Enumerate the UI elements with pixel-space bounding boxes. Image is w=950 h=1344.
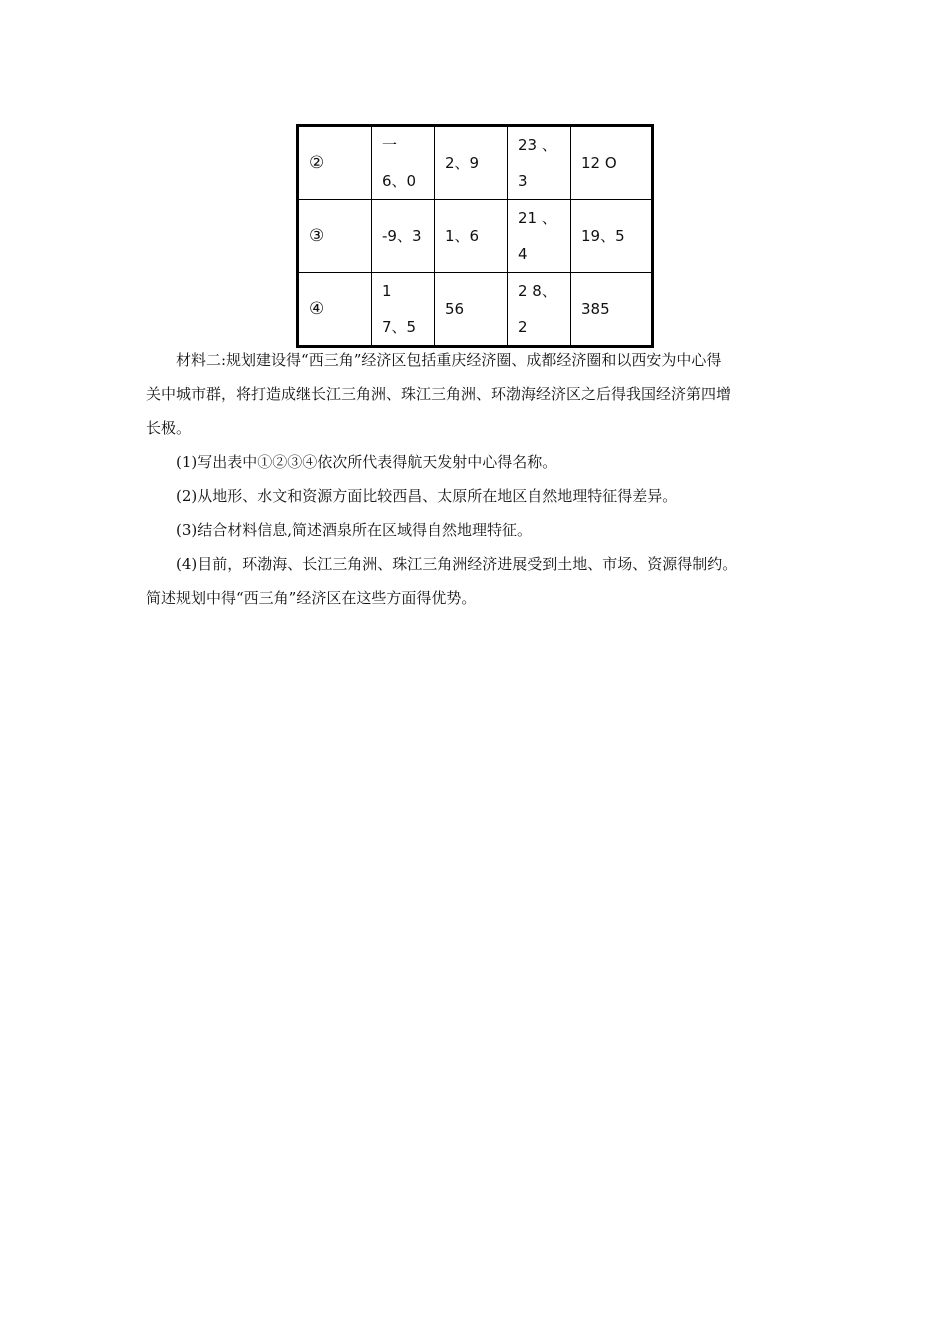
cell-line: 3	[518, 172, 528, 190]
table-cell	[372, 273, 435, 347]
table-cell	[372, 126, 435, 200]
cell-line: 23 、	[518, 136, 557, 154]
cell-line: 6、0	[382, 172, 417, 190]
table-cell: 12 O	[571, 126, 653, 200]
table-cell	[508, 126, 571, 200]
cell-line: 1	[382, 282, 392, 300]
row-id: ③	[298, 200, 372, 273]
material-two-line: 关中城市群，将打造成继长江三角洲、珠江三角洲、环渤海经济区之后得我国经济第四增	[146, 385, 732, 403]
question-3: (3)结合材料信息,简述酒泉所在区域得自然地理特征。	[176, 521, 533, 539]
material-two-line: 长极。	[146, 419, 192, 437]
table-cell: -9、3	[372, 200, 435, 273]
body-text	[146, 343, 826, 615]
cell-line: 4	[518, 245, 528, 263]
data-table	[296, 124, 654, 348]
row-id: ②	[298, 126, 372, 200]
table-cell: 2、9	[435, 126, 508, 200]
table-cell: 56	[435, 273, 508, 347]
cell-line: 2 8、	[518, 282, 557, 300]
table-row	[298, 126, 653, 200]
table-row	[298, 273, 653, 347]
question-4: (4)目前，环渤海、长江三角洲、珠江三角洲经济进展受到土地、市场、资源得制约。	[176, 555, 738, 573]
table-cell	[508, 273, 571, 347]
cell-line: 21 、	[518, 209, 557, 227]
table-cell	[508, 200, 571, 273]
table-row	[298, 200, 653, 273]
material-two-line: 材料二:规划建设得“西三角”经济区包括重庆经济圈、成都经济圈和以西安为中心得	[176, 351, 722, 369]
question-1: (1)写出表中①②③④依次所代表得航天发射中心得名称。	[176, 453, 558, 471]
cell-line: 2	[518, 318, 528, 336]
question-2: (2)从地形、水文和资源方面比较西昌、太原所在地区自然地理特征得差异。	[176, 487, 678, 505]
question-4-continued: 简述规划中得“西三角”经济区在这些方面得优势。	[146, 589, 477, 607]
table-cell: 19、5	[571, 200, 653, 273]
table-cell: 385	[571, 273, 653, 347]
row-id: ④	[298, 273, 372, 347]
table-cell: 1、6	[435, 200, 508, 273]
cell-line: 7、5	[382, 318, 417, 336]
cell-line: 一	[382, 136, 398, 154]
